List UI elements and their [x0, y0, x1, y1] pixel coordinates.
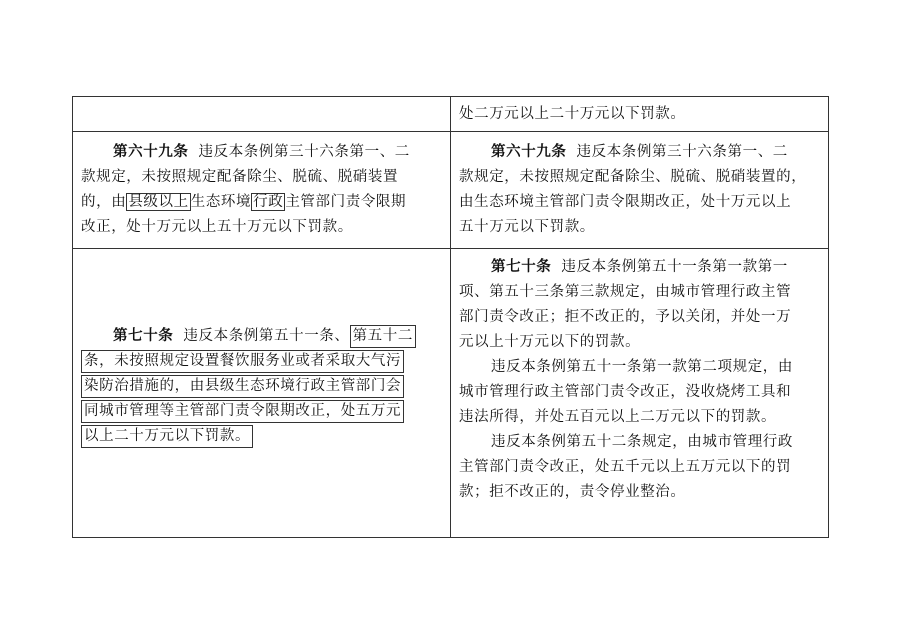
deleted-text-box: 行政	[253, 194, 284, 210]
deleted-text-box: 以上二十万元以下罚款。	[81, 425, 253, 448]
article-69-revised-line-3: 由生态环境主管部门责令限期改正，处十万元以上	[459, 194, 792, 210]
article-69-line-3: 的，由 县级以上 生态环境 行政 主管部门责令限期	[81, 194, 407, 210]
row2-right-cell	[451, 132, 828, 248]
article-70-revised: 第七十条 违反本条例第五十一条第一款第一 项、第五十三条第三款规定，由城市管理行政主管 部门责令改正；拒不改正的，予以关闭，并处一万 元以上十万元以下的罚款。 违反本条例第五十一条第一款第二项规定，由 城市管理行政主管部门责令改正，没收烧烤工具和 违法所得，并处五百元以上二万元以下的罚款。 违反本条例第五十二条规定，由城市管理行政 主管部门责令改正，处五千元以上五万元以下的罚 款；拒不改正的，责令停业整治。	[459, 254, 820, 505]
row1-right-line: 处二万元以上二十万元以下罚款。	[459, 106, 686, 122]
article-69-revised-line-2: 款规定，未按照规定配备除尘、脱硫、脱硝装置的，	[459, 169, 807, 185]
article-69-original	[81, 139, 442, 240]
deleted-text-box: 条，未按照规定设置餐饮服务业或者采取大气污	[81, 350, 404, 373]
row3-right-cell	[451, 249, 828, 538]
table-row-3	[73, 249, 828, 538]
row1-left-cell	[73, 97, 450, 131]
article-70-heading: 第七十条	[113, 327, 174, 344]
table-row-1	[73, 97, 828, 132]
article-69-line-4: 改正，处十万元以上五十万元以下罚款。	[81, 219, 353, 235]
deleted-text-box: 县级以上	[128, 194, 189, 210]
article-70-revised-heading: 第七十条	[491, 258, 552, 275]
article-69-revised-line-4: 五十万元以下罚款。	[459, 219, 595, 235]
article-70-paragraph-2: 违反本条例第五十一条第一款第二项规定，由	[491, 359, 793, 375]
deleted-text-box: 染防治措施的，由县级生态环境行政主管部门会	[81, 375, 404, 398]
table-row-2	[73, 132, 828, 249]
deleted-text-box: 第五十二	[350, 325, 416, 348]
article-69-revised	[459, 139, 820, 240]
article-69-revised-line-1: 违反本条例第三十六条第一、二	[576, 144, 788, 160]
deleted-text-box: 同城市管理等主管部门责令限期改正，处五万元	[81, 400, 404, 423]
row3-left-cell	[73, 249, 450, 538]
article-70-original: 第七十条 违反本条例第五十一条、 第五十二 条，未按照规定设置餐饮服务业或者采取大气污 染防治措施的，由县级生态环境行政主管部门会 同城市管理等主管部门责令限期改正，处五万元 以上二十万元以下罚款。	[81, 323, 442, 449]
row1-right-cell	[451, 97, 828, 131]
article-69-heading: 第六十九条	[113, 143, 189, 160]
comparison-table	[72, 96, 829, 538]
article-69-line-2: 款规定，未按照规定配备除尘、脱硫、脱硝装置	[81, 169, 399, 185]
row1-right-text	[459, 102, 820, 127]
article-69-revised-heading: 第六十九条	[491, 143, 567, 160]
article-69-line-1: 违反本条例第三十六条第一、二	[198, 144, 410, 160]
article-70-paragraph-3: 违反本条例第五十二条规定，由城市管理行政	[491, 434, 793, 450]
row2-left-cell	[73, 132, 450, 248]
